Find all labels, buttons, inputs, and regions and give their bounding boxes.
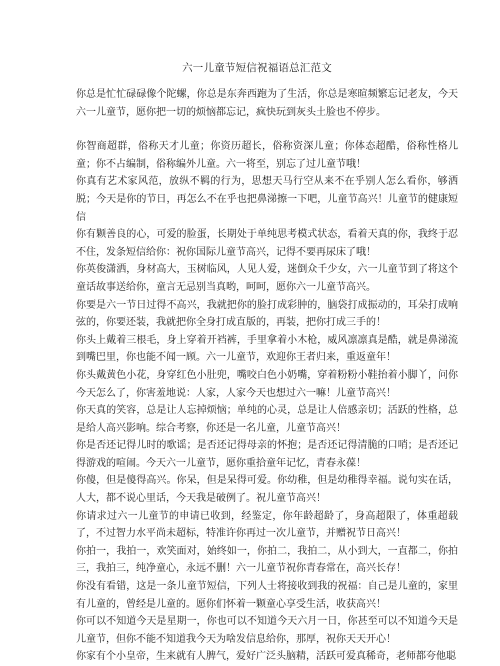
paragraph-3: 你有颗善良的心，可爱的脸蛋，长期处于单纯思考模式状态，看着天真的你，我终于忍不住，发条短信给你：祝你国际儿童节高兴，记得不要再尿床了哦！ bbox=[76, 229, 458, 258]
intro-paragraph: 你总是忙忙碌碌像个陀螺，你总是东奔西跑为了生活，你总是寒暄频繁忘记老友，今天六一儿童节，愿你把一切的烦恼都忘记，疯快玩到灰头土脸也不停步。 bbox=[76, 89, 458, 118]
paragraph-2: 你真有艺术家风范，放纵不羁的行为，思想天马行空从来不在乎别人怎么看你，够洒脱；今天是你的节日，再怎么不在乎也把鼻涕擦一下吧，儿童节高兴！儿童节的健康短信 bbox=[76, 176, 458, 223]
paragraph-7: 你头戴黄色小花，身穿红色小肚兜，嘴咬白色小奶嘴，穿着粉粉小鞋抬着小脚丫，问你今天怎么了，你害羞地说：人家，人家今天也想过六一嘛！儿童节高兴！ bbox=[76, 369, 458, 399]
paragraph-13: 你没有看错，这是一条儿童节短信，下列人士将接收到我的祝福：自己是儿童的，家里有儿童的，曾经是儿童的。愿你们怀着一颗童心享受生活，收获高兴！ bbox=[76, 581, 458, 610]
paragraph-14: 你可以不知道今天是星期一，你也可以不知道今天六月一日，你甚至可以不知道今天是儿童节，但你不能不知道我今天为啥发信息给你，那厚，祝你天天开心！ bbox=[76, 616, 458, 645]
paragraph-1: 你智商超群，俗称天才儿童；你资历超长，俗称资深儿童；你体态超酷，俗称性格儿童；你不占编制，俗称编外儿童。六一将至，别忘了过儿童节哦！ bbox=[76, 141, 458, 170]
paragraph-8: 你天真的笑容，总是让人忘掉烦恼；单纯的心灵，总是让人倍感亲切；活跃的性格，总是给人高兴影响。综合考察，你还是一名儿童，儿童节高兴！ bbox=[76, 405, 458, 434]
document-title: 六一儿童节短信祝福语总汇范文 bbox=[182, 62, 332, 74]
paragraph-9: 你是否还记得儿时的歌谣；是否还记得母亲的怀抱；是否还记得清脆的口哨；是否还记得游戏的喧闹。今天六一儿童节，愿你重拾童年记忆，青春永葆！ bbox=[76, 440, 458, 469]
paragraph-5: 你要是六一节日过得不高兴，我就把你的脸打成彩肿的，脑袋打成振动的，耳朵打成响弦的，你要还装，我就把你全身打成直版的，再装，把你打成三手的！ bbox=[76, 299, 458, 329]
paragraph-15: 你家有个小皇帝，生来就有人脾气，爱好广泛头脑精，活跃可爱真稀奇，老师都夸他聪 bbox=[76, 651, 456, 663]
paragraph-10: 你傻，但是傻得高兴。你呆，但是呆得可爱。你幼稚，但是幼稚得幸福。说句实在话，人大，都不说心里话，今天我是破例了。祝儿童节高兴！ bbox=[76, 475, 458, 505]
paragraph-11: 你请求过六一儿童节的申请已收到，经鉴定，你年龄超龄了，身高超限了，体重超载了，不过智力水平尚未超标，特准许你再过一次儿童节，并赠祝节日高兴！ bbox=[76, 510, 458, 540]
paragraph-4: 你英俊潇洒，身材高大，玉树临风，人见人爱，迷倒众千少女，六一儿童节到了将这个童话故事送给你，童言无忌别当真哟，呵呵，愿你六一儿童节高兴。 bbox=[76, 264, 458, 293]
paragraph-12: 你拍一，我拍一，欢笑面对，始终如一，你拍二，我拍二，从小到大，一直都二，你拍三，我拍三，纯净童心，永远不删！六一儿童节祝你青春常在，高兴长存！ bbox=[76, 545, 458, 575]
paragraph-list bbox=[76, 138, 458, 666]
paragraph-6: 你头上戴着三根毛，身上穿着开裆裤，手里拿着小木枪，威风凛凛真是酷，就是鼻涕流到嘴巴里，你也能不闻一顾。六一儿童节，欢迎你王者归来，重返童年！ bbox=[76, 334, 458, 364]
